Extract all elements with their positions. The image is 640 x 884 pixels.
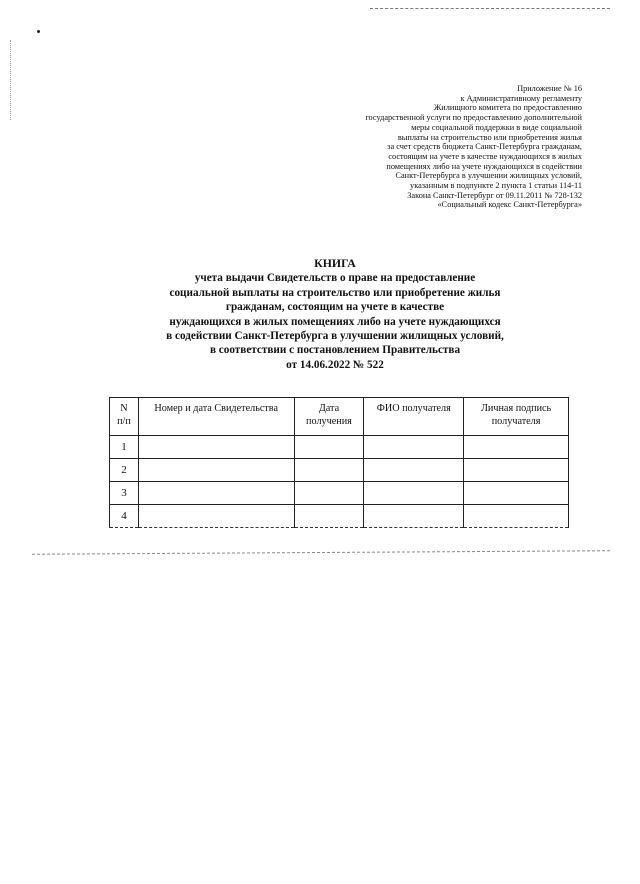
row-number: 1: [110, 436, 139, 459]
header-number-line1: N: [120, 403, 128, 414]
title-line: учета выдачи Свидетельств о праве на предоставление: [194, 272, 476, 285]
cell-signature: [464, 505, 569, 528]
title-line: в соответствии с постановлением Правительства: [209, 344, 461, 357]
row-number: 3: [110, 482, 139, 505]
table-row: [110, 436, 569, 459]
header-date-line2: получения: [306, 416, 352, 427]
cell-recipient-name: [364, 482, 464, 505]
scan-artifact-bottom-line: [32, 550, 610, 555]
appendix-line: Жилищного комитета по предоставлению: [433, 103, 582, 113]
header-signature: [464, 398, 569, 436]
header-receipt-date: [294, 398, 364, 436]
cell-certificate: [138, 459, 294, 482]
appendix-note: [282, 84, 582, 210]
table-row: [110, 459, 569, 482]
appendix-line: состоящим на учете в качестве нуждающихся в жилых: [388, 151, 582, 161]
title-line: в содействии Санкт-Петербурга в улучшении жилищных условий,: [166, 330, 504, 343]
appendix-line: меры социальной поддержки в виде социальной: [411, 122, 582, 132]
appendix-line: государственной услуги по предоставлению дополнительной: [365, 113, 582, 123]
header-certificate: Номер и дата Свидетельства: [138, 398, 294, 436]
appendix-line: помещениях либо на учете нуждающихся в содействии: [386, 161, 582, 171]
cell-receipt-date: [294, 505, 364, 528]
appendix-line: к Административному регламенту: [460, 93, 582, 103]
scan-artifact-left-line: [10, 40, 11, 120]
cell-signature: [464, 436, 569, 459]
appendix-line: выплаты на строительство или приобретения жилья: [397, 132, 582, 142]
certificate-log-table: [109, 397, 569, 528]
cell-certificate: [138, 505, 294, 528]
header-date-line1: Дата: [318, 403, 340, 414]
cell-certificate: [138, 436, 294, 459]
header-signature-line2: получателя: [491, 416, 541, 427]
cell-recipient-name: [364, 436, 464, 459]
table-row: [110, 505, 569, 528]
cell-recipient-name: [364, 459, 464, 482]
table-row: [110, 482, 569, 505]
appendix-line: Приложение № 16: [517, 84, 582, 93]
row-number: 4: [110, 505, 139, 528]
scan-artifact-dot: [37, 30, 40, 33]
cell-receipt-date: [294, 482, 364, 505]
appendix-line: Санкт-Петербурга в улучшении жилищных условий,: [395, 171, 582, 181]
cell-certificate: [138, 482, 294, 505]
cell-recipient-name: [364, 505, 464, 528]
title-line: социальной выплаты на строительство или приобретение жилья: [169, 286, 501, 299]
cell-signature: [464, 459, 569, 482]
appendix-line: Закона Санкт-Петербург от 09.11.2011 № 728-132: [407, 190, 582, 200]
header-number: [110, 398, 139, 436]
header-signature-line1: Личная подпись: [481, 403, 552, 414]
appendix-line: указанным в подпункте 2 пункта 1 статьи 114-11: [410, 181, 582, 191]
cell-receipt-date: [294, 459, 364, 482]
header-number-line2: п/п: [117, 416, 131, 427]
cell-signature: [464, 482, 569, 505]
title-line: нуждающихся в жилых помещениях либо на учете нуждающихся: [169, 315, 501, 328]
header-recipient-name: ФИО получателя: [364, 398, 464, 436]
title-line: гражданам, состоящим на учете в качестве: [225, 301, 445, 314]
row-number: 2: [110, 459, 139, 482]
title-line: от 14.06.2022 № 522: [286, 358, 384, 371]
scan-artifact-top-line: [370, 8, 610, 9]
table-header-row: [110, 398, 569, 436]
cell-receipt-date: [294, 436, 364, 459]
document-title: [118, 256, 552, 372]
appendix-line: за счет средств бюджета Санкт-Петербурга гражданам,: [387, 142, 582, 152]
appendix-line: «Социальный кодекс Санкт-Петербурга»: [437, 200, 582, 210]
title-heading: КНИГА: [314, 256, 356, 270]
